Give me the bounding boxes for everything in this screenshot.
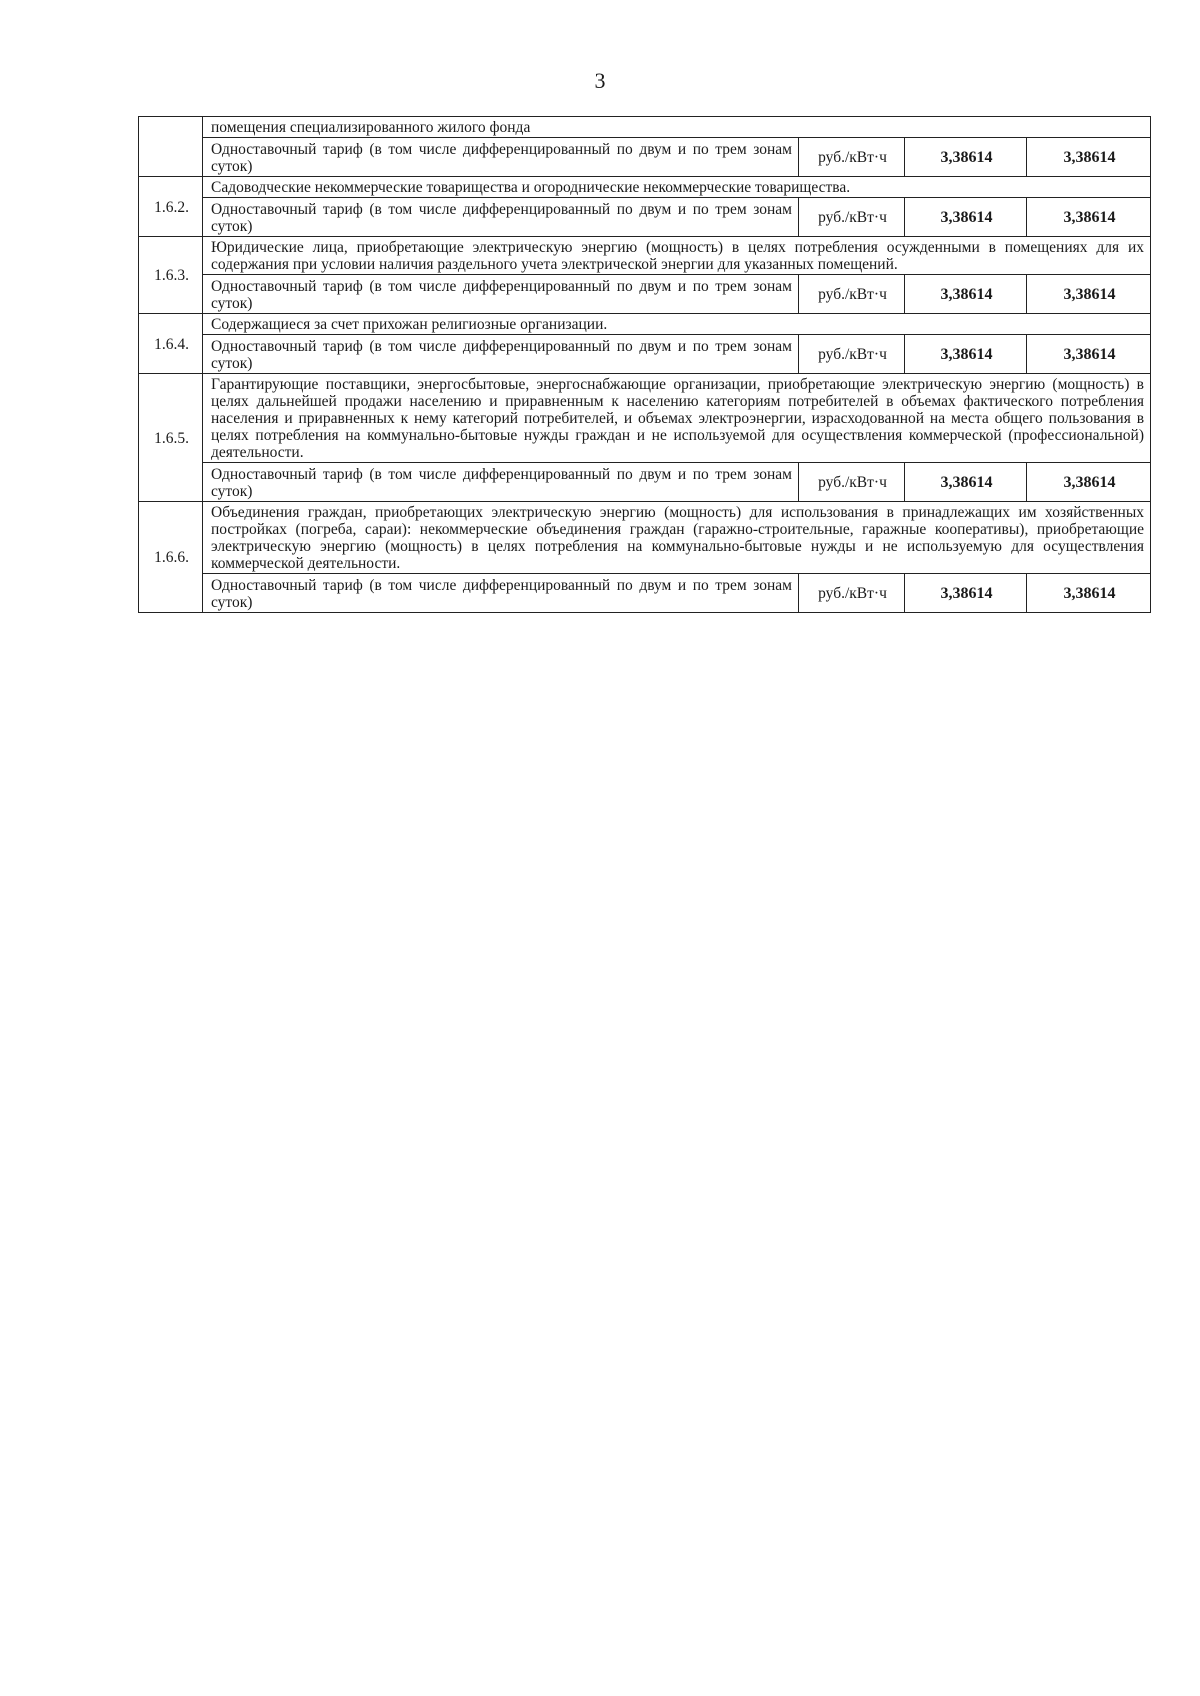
group-description-row	[139, 314, 1151, 335]
tariff-value-1: 3,38614	[905, 463, 1027, 502]
tariff-row	[139, 198, 1151, 237]
row-number	[139, 117, 203, 177]
unit-cell: руб./кВт·ч	[799, 574, 905, 613]
group-description-row	[139, 237, 1151, 275]
tariff-value-1: 3,38614	[905, 138, 1027, 177]
tariff-label: Одноставочный тариф (в том числе дифференцированный по двум и по трем зонам суток)	[203, 138, 799, 177]
tariff-row	[139, 463, 1151, 502]
unit-cell: руб./кВт·ч	[799, 335, 905, 374]
group-description-row	[139, 117, 1151, 138]
tariff-table	[138, 116, 1151, 613]
unit-cell: руб./кВт·ч	[799, 275, 905, 314]
tariff-row	[139, 574, 1151, 613]
tariff-value-2: 3,38614	[1027, 275, 1151, 314]
group-description-row	[139, 502, 1151, 574]
row-number: 1.6.2.	[139, 177, 203, 237]
category-description: Садоводческие некоммерческие товарищества и огороднические некоммерческие товарищества.	[203, 177, 1151, 198]
tariff-label: Одноставочный тариф (в том числе дифференцированный по двум и по трем зонам суток)	[203, 463, 799, 502]
tariff-label: Одноставочный тариф (в том числе дифференцированный по двум и по трем зонам суток)	[203, 574, 799, 613]
group-description-row	[139, 374, 1151, 463]
tariff-value-1: 3,38614	[905, 574, 1027, 613]
tariff-value-1: 3,38614	[905, 335, 1027, 374]
category-description: Гарантирующие поставщики, энергосбытовые, энергоснабжающие организации, приобретающие электрическую энергию (мощность) в целях дальнейшей продажи населению и приравненным к населению категориям потребителей в объемах фактического потребления населения и приравненных к нему категорий потребителей, и объемах электроэнергии, израсходованной на места общего пользования в целях потребления на коммунально-бытовые нужды граждан и не используемой для осуществления коммерческой (профессиональной) деятельности.	[203, 374, 1151, 463]
tariff-row	[139, 335, 1151, 374]
row-number: 1.6.4.	[139, 314, 203, 374]
tariff-value-2: 3,38614	[1027, 463, 1151, 502]
tariff-value-2: 3,38614	[1027, 335, 1151, 374]
tariff-value-2: 3,38614	[1027, 198, 1151, 237]
group-description-row	[139, 177, 1151, 198]
page-number: 3	[594, 68, 606, 93]
row-number: 1.6.5.	[139, 374, 203, 502]
tariff-label: Одноставочный тариф (в том числе дифференцированный по двум и по трем зонам суток)	[203, 275, 799, 314]
category-description: помещения специализированного жилого фонда	[203, 117, 1151, 138]
tariff-row	[139, 275, 1151, 314]
tariff-value-2: 3,38614	[1027, 138, 1151, 177]
category-description: Содержащиеся за счет прихожан религиозные организации.	[203, 314, 1151, 335]
tariff-row	[139, 138, 1151, 177]
unit-cell: руб./кВт·ч	[799, 138, 905, 177]
category-description: Юридические лица, приобретающие электрическую энергию (мощность) в целях потребления осужденными в помещениях для их содержания при условии наличия раздельного учета электрической энергии для указанных помещений.	[203, 237, 1151, 275]
unit-cell: руб./кВт·ч	[799, 198, 905, 237]
category-description: Объединения граждан, приобретающих электрическую энергию (мощность) для использования в принадлежащих им хозяйственных постройках (погреба, сараи): некоммерческие объединения граждан (гаражно-строительные, гаражные кооперативы), приобретающие электрическую энергию (мощность) в целях потребления на коммунально-бытовые нужды и не используемую для осуществления коммерческой деятельности.	[203, 502, 1151, 574]
row-number: 1.6.6.	[139, 502, 203, 613]
tariff-label: Одноставочный тариф (в том числе дифференцированный по двум и по трем зонам суток)	[203, 335, 799, 374]
tariff-label: Одноставочный тариф (в том числе дифференцированный по двум и по трем зонам суток)	[203, 198, 799, 237]
tariff-value-1: 3,38614	[905, 275, 1027, 314]
tariff-value-1: 3,38614	[905, 198, 1027, 237]
tariff-value-2: 3,38614	[1027, 574, 1151, 613]
unit-cell: руб./кВт·ч	[799, 463, 905, 502]
row-number: 1.6.3.	[139, 237, 203, 314]
